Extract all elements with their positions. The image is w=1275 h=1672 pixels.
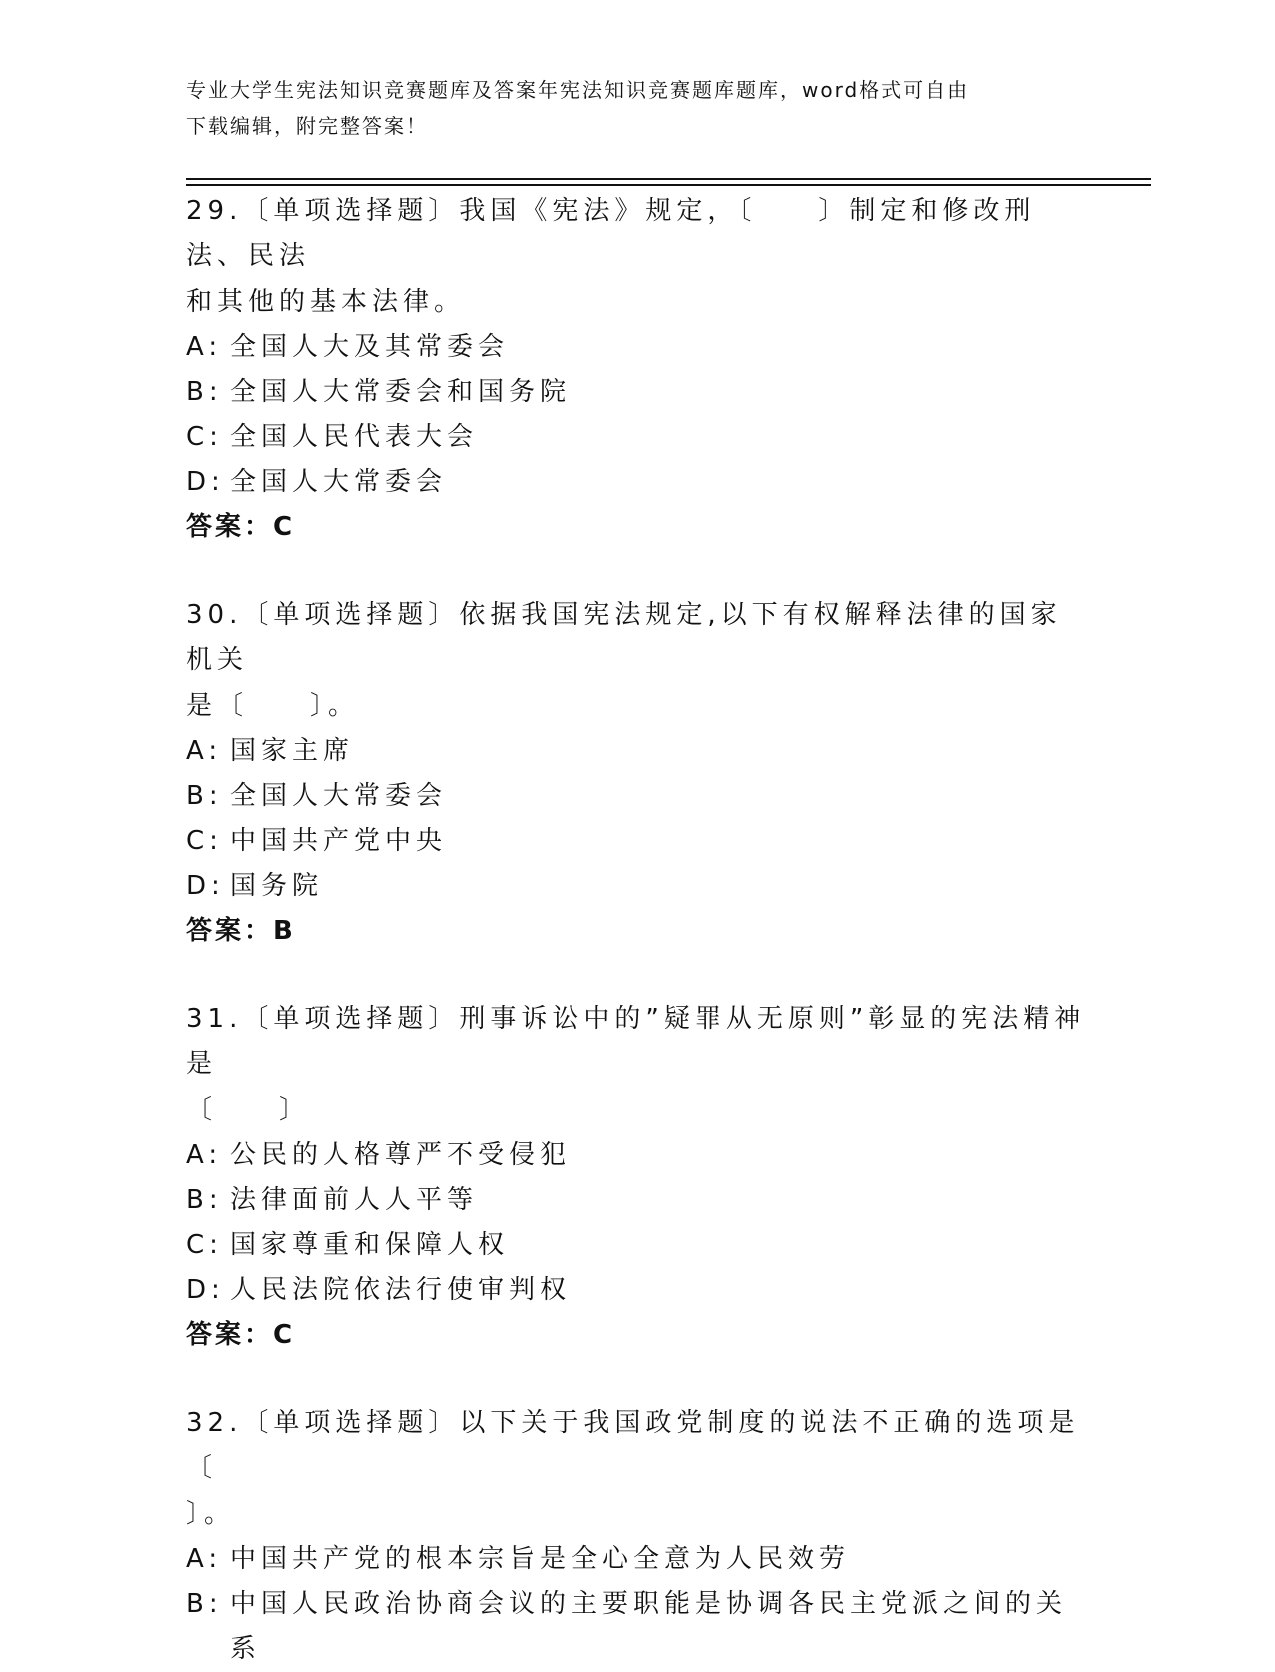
header-rule-top: [186, 178, 1151, 180]
option-a: [186, 1537, 1086, 1582]
question-stem-line: 30.〔单项选择题〕依据我国宪法规定,以下有权解释法律的国家机关: [186, 600, 1062, 675]
option-c: [186, 819, 1086, 864]
option-d: [186, 460, 1086, 505]
option-key: B:: [186, 377, 223, 407]
question-stem-line: 29.〔单项选择题〕我国《宪法》规定，〔 〕制定和修改刑法、民法: [186, 196, 1036, 271]
option-d: [186, 864, 1086, 909]
option-key: D:: [186, 467, 225, 497]
option-a: [186, 729, 1086, 774]
option-text: 国家尊重和保障人权: [230, 1230, 510, 1260]
option-text: 法律面前人人平等: [230, 1185, 479, 1215]
option-text: 人民法院依法行使审判权: [230, 1275, 572, 1305]
option-text: 全国人大常委会和国务院: [230, 377, 572, 407]
option-key: D:: [186, 871, 225, 901]
option-text: 公民的人格尊严不受侵犯: [230, 1140, 572, 1170]
option-key: A:: [186, 736, 223, 766]
question-list: [186, 188, 1086, 1672]
answer-line: 答案：C: [186, 512, 296, 542]
question-stem-line: 〔 〕: [186, 1095, 311, 1125]
option-b: [186, 774, 1086, 819]
option-key: B:: [186, 1589, 223, 1619]
option-c: [186, 415, 1086, 460]
question-stem-line: 31.〔单项选择题〕刑事诉讼中的”疑罪从无原则”彰显的宪法精神是: [186, 1004, 1086, 1079]
option-b: [186, 370, 1086, 415]
option-text: 中国共产党的根本宗旨是全心全意为人民效劳: [230, 1544, 851, 1574]
option-b: [186, 1582, 1086, 1672]
option-text: 全国人大常委会: [230, 467, 448, 497]
question-stem-line: 〕。: [186, 1499, 236, 1529]
answer-line: 答案：B: [186, 916, 296, 946]
question-stem-line: 是〔 〕。: [186, 691, 360, 721]
option-a: [186, 1133, 1086, 1178]
question-31: [186, 996, 1086, 1358]
option-text: 国家主席: [230, 736, 355, 766]
option-key: A:: [186, 1140, 223, 1170]
option-key: A:: [186, 332, 223, 362]
option-key: A:: [186, 1544, 223, 1574]
question-stem-line: 32.〔单项选择题〕以下关于我国政党制度的说法不正确的选项是〔: [186, 1408, 1080, 1483]
header-line-1: 专业大学生宪法知识竞赛题库及答案年宪法知识竞赛题库题库，word格式可自由: [186, 78, 970, 102]
option-key: C:: [186, 1230, 223, 1260]
question-stem-line: 和其他的基本法律。: [186, 287, 466, 317]
option-text: 中国人民政治协商会议的主要职能是协调各民主党派之间的关系: [230, 1589, 1068, 1664]
question-32: [186, 1400, 1086, 1672]
option-d: [186, 1268, 1086, 1313]
option-b: [186, 1178, 1086, 1223]
option-text: 国务院: [230, 871, 324, 901]
option-c: [186, 1223, 1086, 1268]
option-text: 全国人民代表大会: [230, 422, 479, 452]
option-key: B:: [186, 781, 223, 811]
option-text: 全国人大及其常委会: [230, 332, 510, 362]
option-text: 全国人大常委会: [230, 781, 448, 811]
option-a: [186, 325, 1086, 370]
option-text: 中国共产党中央: [230, 826, 448, 856]
question-30: [186, 592, 1086, 954]
document-header: [186, 72, 1076, 144]
header-line-2: 下载编辑，附完整答案！: [186, 114, 428, 138]
answer-line: 答案：C: [186, 1320, 296, 1350]
header-rule-bottom: [186, 184, 1151, 186]
option-key: C:: [186, 422, 223, 452]
option-key: B:: [186, 1185, 223, 1215]
question-29: [186, 188, 1086, 550]
option-key: D:: [186, 1275, 225, 1305]
option-key: C:: [186, 826, 223, 856]
